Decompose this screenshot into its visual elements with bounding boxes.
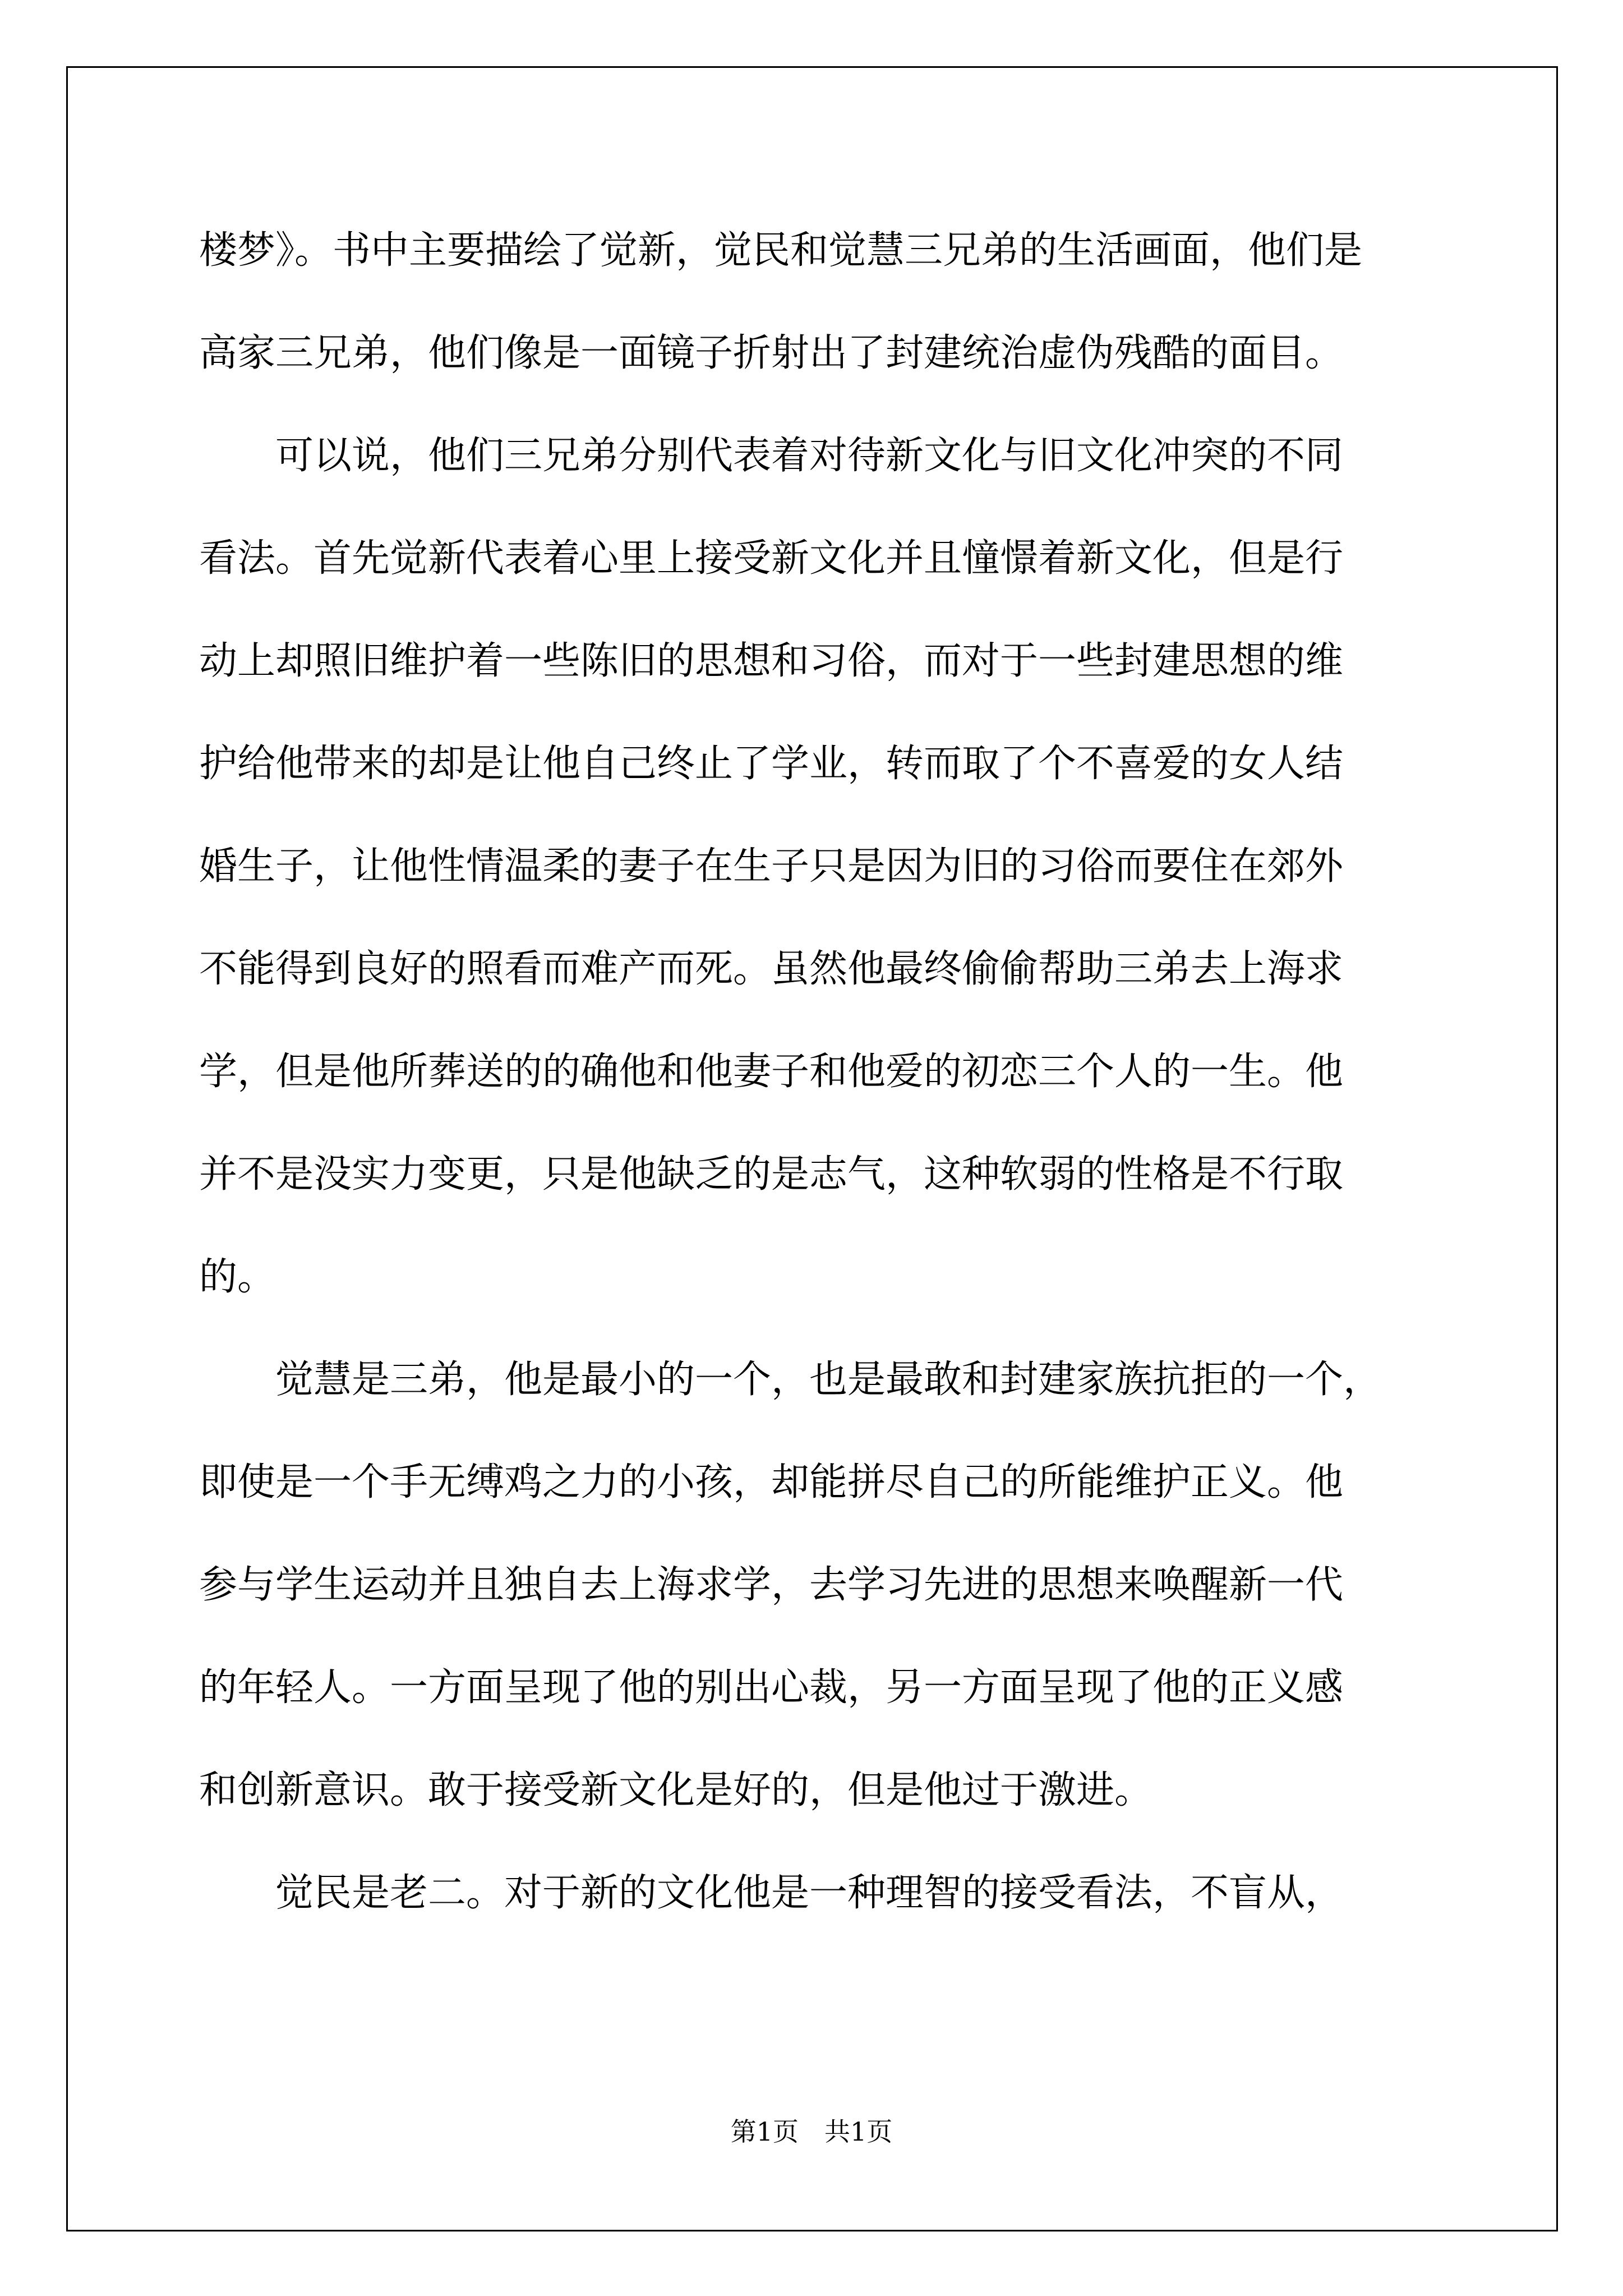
text-line: 即使是一个手无缚鸡之力的小孩，却能拼尽自己的所能维护正义。他	[199, 1460, 1344, 1504]
text-line: 动上却照旧维护着一些陈旧的思想和习俗，而对于一些封建思想的维	[199, 639, 1344, 683]
text-line: 的。	[199, 1255, 276, 1299]
document-body	[199, 199, 1433, 1944]
text-line: 婚生子，让他性情温柔的妻子在生子只是因为旧的习俗而要住在郊外	[199, 844, 1344, 889]
page-number-footer: 第1页 共1页	[730, 2116, 893, 2147]
text-line: 楼梦》。书中主要描绘了觉新，觉民和觉慧三兄弟的生活画面，他们是	[199, 228, 1363, 273]
text-line: 觉民是老二。对于新的文化他是一种理智的接受看法，不盲从，	[275, 1871, 1344, 1915]
text-line: 并不是没实力变更，只是他缺乏的是志气，这种软弱的性格是不行取	[199, 1152, 1344, 1197]
text-line: 不能得到良好的照看而难产而死。虽然他最终偷偷帮助三弟去上海求	[199, 947, 1344, 991]
text-line: 和创新意识。敢于接受新文化是好的，但是他过于激进。	[199, 1768, 1153, 1812]
text-line: 可以说，他们三兄弟分别代表着对待新文化与旧文化冲突的不同	[275, 434, 1344, 478]
text-line: 觉慧是三弟，他是最小的一个，也是最敢和封建家族抗拒的一个，	[275, 1358, 1382, 1402]
text-line: 护给他带来的却是让他自己终止了学业，转而取了个不喜爱的女人结	[199, 742, 1344, 786]
text-line: 高家三兄弟，他们像是一面镜子折射出了封建统治虚伪残酷的面目。	[199, 331, 1344, 375]
text-line: 看法。首先觉新代表着心里上接受新文化并且憧憬着新文化，但是行	[199, 536, 1344, 581]
text-line: 参与学生运动并且独自去上海求学，去学习先进的思想来唤醒新一代	[199, 1563, 1344, 1607]
text-line: 学，但是他所葬送的的确他和他妻子和他爱的初恋三个人的一生。他	[199, 1050, 1344, 1094]
text-line: 的年轻人。一方面呈现了他的别出心裁，另一方面呈现了他的正义感	[199, 1665, 1344, 1710]
